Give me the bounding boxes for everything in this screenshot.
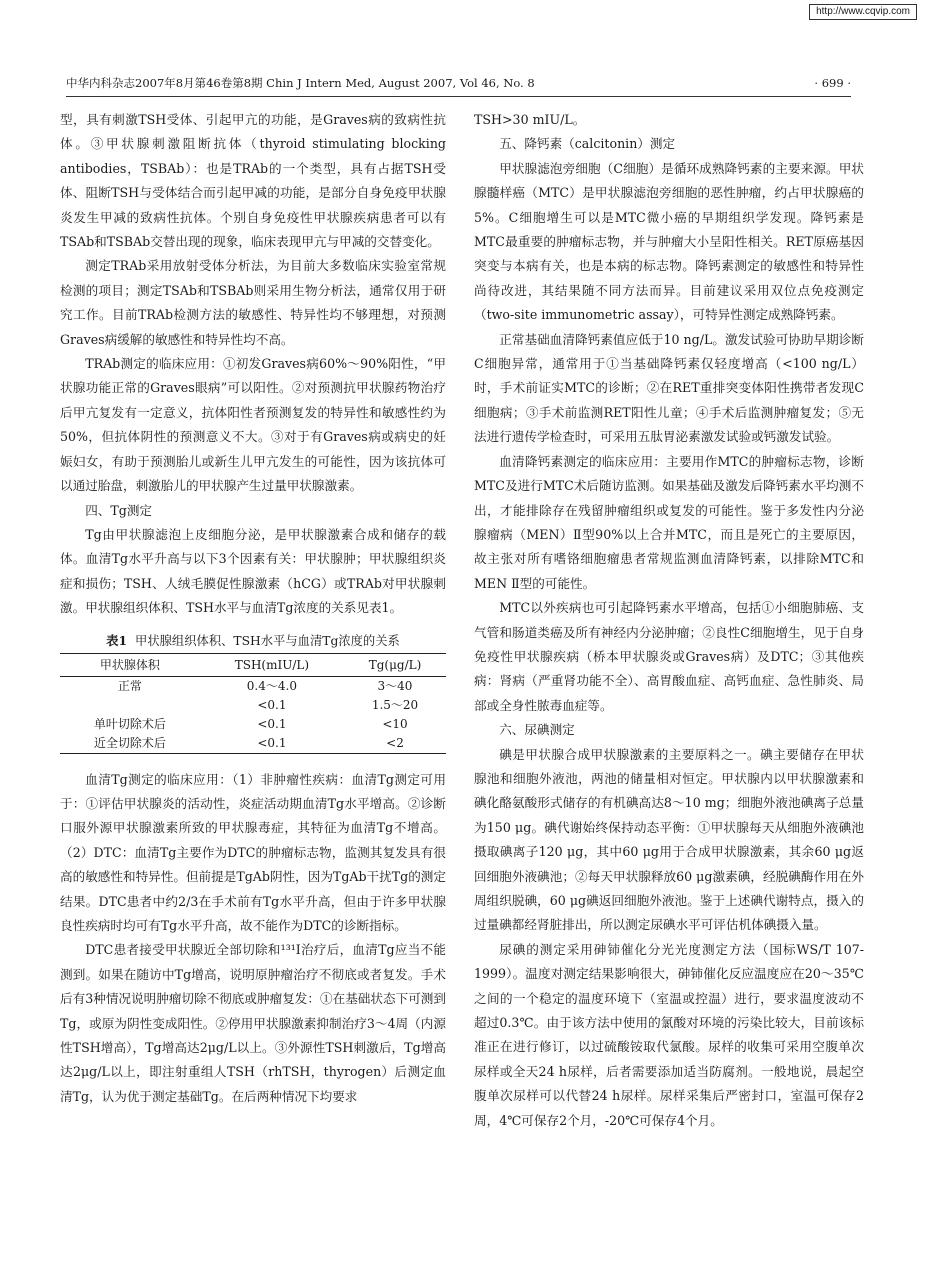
left-column — [60, 108, 446, 1109]
paragraph-trab-clinical: TRAb测定的临床应用：①初发Graves病60%～90%阳性，“甲状腺功能正常的Graves眼病”可以阳性。②对预测抗甲状腺药物治疗后甲亢复发有一定意义，抗体阳性者预测复发的特异性和敏感性约为50%，但抗体阴性的预测意义不大。③对于有Graves病或病史的妊娠妇女，有助于预测胎儿或新生儿甲亢发生的可能性，因为该抗体可以通过胎盘，刺激胎儿的甲状腺产生过量甲状腺激素。 — [60, 356, 446, 494]
section-heading-calcitonin: 五、降钙素（calcitonin）测定 — [499, 136, 676, 152]
right-column — [474, 108, 864, 1133]
table-cell: 1.5～20 — [371, 697, 419, 712]
table-cell: 0.4～4.0 — [246, 678, 297, 693]
table-cell: 3～40 — [377, 678, 413, 693]
table-1 — [60, 629, 446, 754]
table-cell: 近全切除术后 — [93, 735, 166, 750]
table-row — [60, 715, 446, 734]
table-cell: <0.1 — [257, 735, 287, 750]
source-url-watermark: http://www.cqvip.com — [809, 4, 917, 20]
tg-table — [60, 653, 446, 754]
table-cell — [60, 696, 200, 715]
paragraph-dtc-followup: DTC患者接受甲状腺近全部切除和¹³¹I治疗后，血清Tg应当不能测到。如果在随访中Tg增高，说明原肿瘤治疗不彻底或者复发。手术后有3种情况说明肿瘤切除不彻底或肿瘤复发：①在基础状态下可测到Tg，或原为阴性变成阳性。②停用甲状腺激素抑制治疗3～4周（内源性TSH增高），Tg增高达2μg/L以上。③外源性TSH刺激后，Tg增高达2μg/L以上，即注射重组人TSH（rhTSH，thyrogen）后测定血清Tg，认为优于测定基础Tg。在后两种情况下均要求 — [60, 942, 446, 1104]
table-row — [60, 696, 446, 715]
running-header — [66, 72, 851, 97]
table-cell: <0.1 — [257, 697, 287, 712]
table-header-cell: Tg(μg/L) — [368, 657, 422, 672]
table-row — [60, 676, 446, 696]
table-header-cell: 甲状腺体积 — [99, 657, 160, 672]
paragraph-calcitonin-other: MTC以外疾病也可引起降钙素水平增高，包括①小细胞肺癌、支气管和肠道类癌及所有神经内分泌肿瘤；②良性C细胞增生，见于自身免疫性甲状腺疾病（桥本甲状腺炎或Graves病）及DTC；③其他疾病：肾病（严重肾功能不全）、高胃酸血症、高钙血症、急性肺炎、局部或全身性脓毒血症等。 — [474, 600, 864, 713]
table-label: 表1 — [106, 632, 128, 648]
table-row — [60, 734, 446, 754]
table-cell: <2 — [386, 735, 404, 750]
paragraph-trab-methods: 测定TRAb采用放射受体分析法，为目前大多数临床实验室常规检测的项目；测定TSAb和TSBAb则采用生物分析法，通常仅用于研究工作。目前TRAb检测方法的敏感性、特异性均不够理想，对预测Graves病缓解的敏感性和特异性均不高。 — [60, 258, 446, 347]
paragraph-iodine-method: 尿碘的测定采用砷铈催化分光光度测定方法（国标WS/T 107-1999）。温度对测定结果影响很大，砷铈催化反应温度应在20～35℃之间的一个稳定的温度环境下（室温或控温）进行，要求温度波动不超过0.3℃。由于该方法中使用的氯酸对环境的污染比较大，目前该标准正在进行修订，以过硫酸铵取代氯酸。尿样的收集可采用空腹单次尿样或全天24 h尿样，后者需要添加适当防腐剂。一般地说，晨起空腹单次尿样可以代替24 h尿样。尿样采集后严密封口，室温可保存2周，4℃可保存2个月，-20℃可保存4个月。 — [474, 941, 864, 1128]
journal-citation: 中华内科杂志2007年8月第46卷第8期 Chin J Intern Med, August 2007, Vol 46, No. 8 — [66, 76, 535, 90]
paragraph-calcitonin-intro: 甲状腺滤泡旁细胞（C细胞）是循环成熟降钙素的主要来源。甲状腺髓样癌（MTC）是甲状腺滤泡旁细胞的恶性肿瘤，约占甲状腺癌的5%。C细胞增生可以是MTC微小癌的早期组织学发现。降钙素是MTC最重要的肿瘤标志物，并与肿瘤大小呈阳性相关。RET原癌基因突变与本病有关，也是本病的标志物。降钙素测定的敏感性和特异性尚待改进，其结果随不同方法而异。目前建议采用双位点免疫测定（two-site immunometric assay），可特异性测定成熟降钙素。 — [474, 160, 864, 323]
table-cell: 正常 — [117, 678, 142, 693]
table-caption — [60, 629, 446, 653]
table-cell: <0.1 — [257, 716, 287, 731]
table-cell: 单叶切除术后 — [93, 716, 166, 731]
section-heading-urinary-iodine: 六、尿碘测定 — [499, 722, 575, 738]
table-header-cell: TSH(mIU/L) — [234, 657, 310, 672]
paragraph-tsbab: 型，具有刺激TSH受体、引起甲亢的功能，是Graves病的致病性抗体。③甲状腺刺激阻断抗体（thyroid stimulating blocking antibodies，TSBAb）：也是TRAb的一个类型，具有占据TSH受体、阻断TSH与受体结合而引起甲减的功能，是部分自身免疫甲状腺炎发生甲减的致病性抗体。个别自身免疫性甲状腺疾病患者可以有TSAb和TSBAb交替出现的现象，临床表现甲亢与甲减的交替变化。 — [60, 112, 446, 250]
paragraph-calcitonin-clinical: 血清降钙素测定的临床应用：主要用作MTC的肿瘤标志物，诊断MTC及进行MTC术后随访监测。如果基础及激发后降钙素水平均测不出，才能排除存在残留肿瘤组织或复发的可能性。鉴于多发性内分泌腺瘤病（MEN）Ⅱ型90%以上合并MTC，而且是死亡的主要原因，故主张对所有嗜铬细胞瘤患者常规监测血清降钙素，以排除MTC和MEN Ⅱ型的可能性。 — [474, 453, 864, 591]
table-header-row — [60, 653, 446, 676]
paragraph-tg-intro: Tg由甲状腺滤泡上皮细胞分泌，是甲状腺激素合成和储存的载体。血清Tg水平升高与以下3个因素有关：甲状腺肿；甲状腺组织炎症和损伤；TSH、人绒毛膜促性腺激素（hCG）或TRAb对甲状腺刺激。甲状腺组织体积、TSH水平与血清Tg浓度的关系见表1。 — [60, 526, 446, 616]
paragraph-tg-clinical: 血清Tg测定的临床应用：（1）非肿瘤性疾病：血清Tg测定可用于：①评估甲状腺炎的活动性，炎症活动期血清Tg水平增高。②诊断口服外源甲状腺激素所致的甲状腺毒症，其特征为血清Tg不增高。（2）DTC：血清Tg主要作为DTC的肿瘤标志物，监测其复发具有很高的敏感性和特异性。但前提是TgAb阴性，因为TgAb干扰Tg的测定结果。DTC患者中约2/3在手术前有Tg水平升高，但由于许多甲状腺良性疾病时均可有Tg水平升高，故不能作为DTC的诊断指标。 — [60, 771, 446, 933]
paragraph-calcitonin-normal: 正常基础血清降钙素值应低于10 ng/L。激发试验可协助早期诊断C细胞异常，通常用于①当基础降钙素仅轻度增高（<100 ng/L）时，手术前证实MTC的诊断；②在RET重排突变体阳性携带者发现C细胞病；③手术前监测RET阳性儿童；④手术后监测肿瘤复发；⑤无法进行遗传学检查时，可采用五肽胃泌素激发试验或钙激发试验。 — [474, 331, 864, 445]
table-title: 甲状腺组织体积、TSH水平与血清Tg浓度的关系 — [135, 633, 400, 648]
section-heading-tg: 四、Tg测定 — [85, 502, 153, 518]
paragraph-iodine-metabolism: 碘是甲状腺合成甲状腺激素的主要原料之一。碘主要储存在甲状腺池和细胞外液池，两池的储量相对恒定。甲状腺内以甲状腺激素和碘化酪氨酸形式储存的有机碘高达8～10 mg；细胞外液池碘离子总量为150 μg。碘代谢始终保持动态平衡：①甲状腺每天从细胞外液碘池摄取碘离子120 μg，其中60 μg用于合成甲状腺激素，其余60 μg返回细胞外液碘池；②每天甲状腺释放60 μg激素碘，经脱碘酶作用在外周组织脱碘，60 μg碘返回细胞外液池。鉴于上述碘代谢特点，摄入的过量碘都经肾脏排出，所以测定尿碘水平可评估机体碘摄入量。 — [474, 746, 864, 933]
table-cell: <10 — [382, 716, 408, 731]
page-number: · 699 · — [814, 76, 851, 90]
paragraph-tsh-continued: TSH>30 mIU/L。 — [474, 112, 586, 127]
